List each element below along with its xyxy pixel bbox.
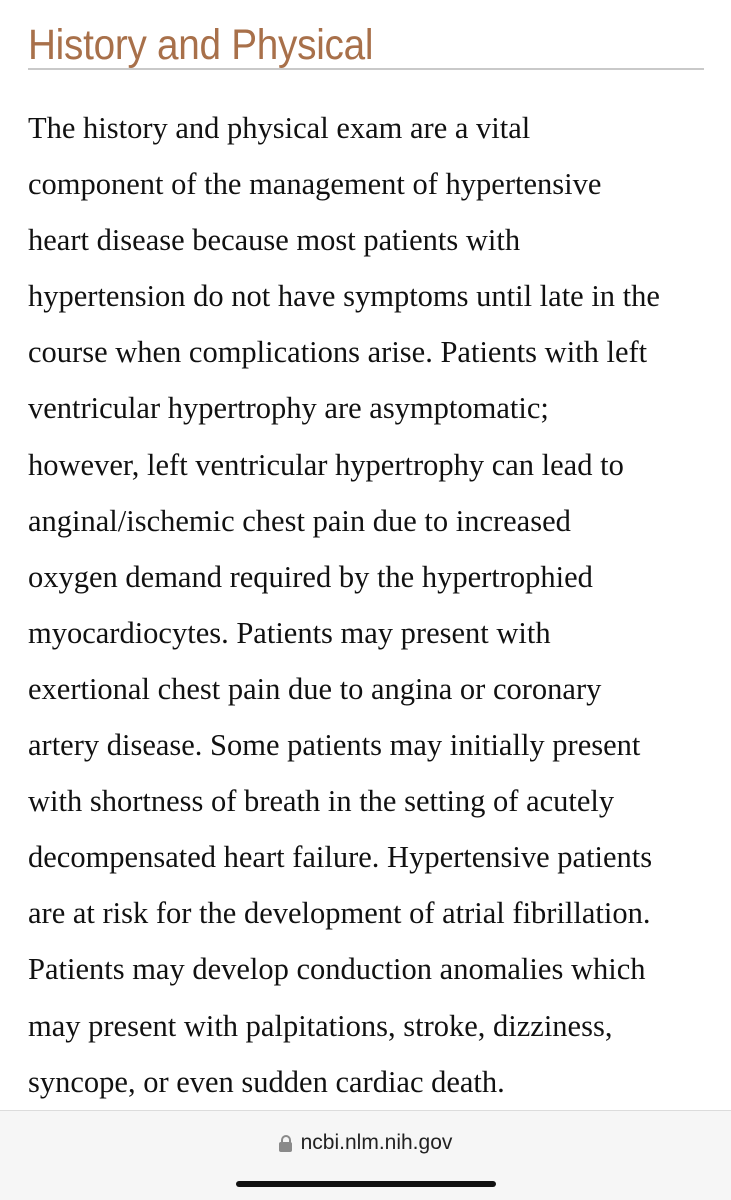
section-paragraph (28, 100, 718, 1110)
paragraph-line: however, left ventricular hypertrophy can lead to (28, 447, 624, 482)
paragraph-line: The history and physical exam are a vital (28, 111, 531, 145)
paragraph-line: decompensated heart failure. Hypertensive patients (28, 840, 653, 875)
paragraph-line: heart disease because most patients with (28, 223, 521, 258)
lock-icon (279, 1135, 292, 1152)
paragraph-line: are at risk for the development of atrial fibrillation. (28, 896, 651, 931)
paragraph-line: anginal/ischemic chest pain due to increased (28, 503, 571, 538)
paragraph-line: Patients may develop conduction anomalies which (28, 952, 646, 987)
home-indicator[interactable] (236, 1181, 496, 1187)
heading-divider (28, 68, 704, 70)
browser-bottom-toolbar (0, 1110, 731, 1200)
paragraph-line: hypertension do not have symptoms until late in the (28, 279, 660, 314)
address-bar[interactable] (0, 1123, 731, 1163)
section-heading: History and Physical (28, 21, 374, 69)
paragraph-line: exertional chest pain due to angina or coronary (28, 671, 602, 706)
paragraph-line: syncope, or even sudden cardiac death. (28, 1064, 505, 1099)
paragraph-line: oxygen demand required by the hypertrophied (28, 559, 593, 594)
paragraph-line: ventricular hypertrophy are asymptomatic; (28, 391, 549, 426)
paragraph-line: may present with palpitations, stroke, dizziness, (28, 1008, 613, 1043)
paragraph-line: myocardiocytes. Patients may present with (28, 615, 551, 650)
paragraph-line: course when complications arise. Patients with left (28, 335, 648, 370)
paragraph-line: with shortness of breath in the setting of acutely (28, 784, 615, 819)
paragraph-line: artery disease. Some patients may initially present (28, 728, 641, 763)
url-text: ncbi.nlm.nih.gov (300, 1131, 453, 1154)
paragraph-line: component of the management of hypertensive (28, 167, 602, 202)
